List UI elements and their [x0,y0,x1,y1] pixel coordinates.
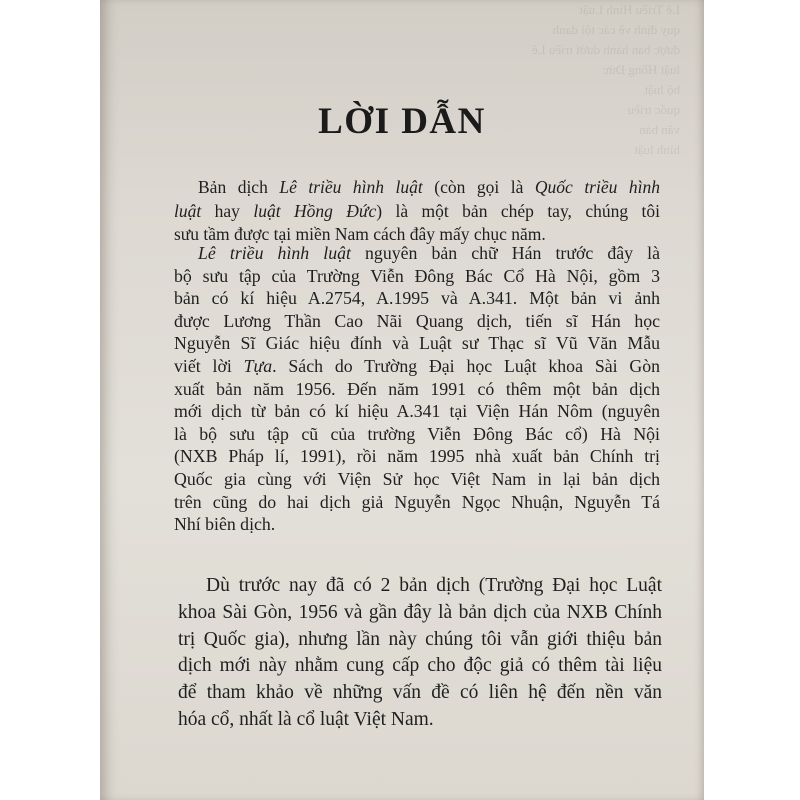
text-line [174,468,660,491]
text-span: hay [201,200,254,221]
text-span: mới dịch từ bản có kí hiệu A.341 tại Viện Hán Nôm (nguyên [174,401,660,422]
bleed-line: quốc triều [627,102,680,117]
text-span: trị Quốc gia), nhưng lần này chúng tôi vẫn giới thiệu bản [178,628,662,650]
text-line [174,265,660,288]
text-line [174,445,660,468]
paragraph-1 [174,176,660,247]
text-span: Dù trước nay đã có 2 bản dịch (Trường Đại học Luật [206,575,662,596]
text-span: trên cũng do hai dịch giả Nguyễn Ngọc Nhuận, Nguyễn Tá [174,491,660,512]
text-line [174,176,660,200]
text-line [174,513,660,536]
text-span: được Lương Thần Cao Nãi Quang dịch, tiến sĩ Hán học [174,310,660,331]
text-line [174,423,660,446]
text-span: khoa Sài Gòn, 1956 và gần đây là bản dịch của NXB Chính [178,601,662,623]
italic-span: Lê triều hình luật [279,177,423,197]
text-span: sưu tầm được tại miền Nam cách đây mấy chục năm. [174,224,546,244]
text-line [178,573,662,600]
text-span: xuất bản năm 1956. Đến năm 1991 có thêm một bản dịch [174,378,660,399]
text-line [174,200,660,224]
bleed-line: bộ luật [644,82,680,97]
text-line [178,680,662,707]
italic-span: luật [174,200,202,221]
text-span: (NXB Pháp lí, 1991), rồi năm 1995 nhà xuất bản Chính trị [174,446,660,467]
bleed-line: được ban hành dưới triều Lê [531,42,680,57]
text-span: Nhí biên dịch. [174,514,276,535]
italic-span: Tựa [243,355,273,376]
bleed-line: luật Hồng Đức [602,62,680,77]
bleed-line: văn bản [639,122,680,137]
text-line [178,627,662,654]
text-line [178,707,662,734]
bleed-line: Lê Triều Hình Luật [579,2,680,17]
text-span: ) là một bản chép tay, chúng tôi [376,200,661,221]
text-span: bộ sưu tập của Trường Viễn Đông Bác Cổ Hà Nội, gồm 3 [174,265,660,286]
text-span: . Sách do Trường Đại học Luật khoa Sài Gòn [272,355,660,376]
text-span: dịch mới này nhằm cung cấp cho độc giả có thêm tài liệu [178,655,662,677]
page-title: LỜI DẪN [318,101,486,142]
text-line [178,653,662,680]
text-span: hóa cổ, nhất là cổ luật Việt Nam. [178,708,434,730]
text-line [174,491,660,514]
text-line [174,310,660,333]
paragraph-3 [178,573,662,734]
text-line [174,332,660,355]
text-line [174,355,660,378]
bleed-line: hình luật [634,142,680,157]
text-span: Nguyễn Sĩ Giác hiệu đính và Luật sư Thạc sĩ Vũ Văn Mẫu [174,333,660,354]
text-line [178,600,662,627]
text-span: viết lời [174,355,244,376]
text-span: để tham khảo về những vấn đề có liên hệ đến nền văn [178,682,662,704]
text-span: Bản dịch [198,177,280,197]
text-span: là bộ sưu tập cũ của trường Viễn Đông Bác cổ) Hà Nội [174,423,660,444]
text-span: Quốc gia cùng với Viện Sử học Việt Nam in lại bản dịch [174,468,660,489]
text-span: nguyên bản chữ Hán trước đây là [350,243,660,263]
italic-span: luật Hồng Đức [253,200,377,221]
text-line [174,400,660,423]
text-span: bản có kí hiệu A.2754, A.1995 và A.341. Một bản vi ảnh [174,288,660,309]
text-line [174,378,660,401]
text-line [174,287,660,310]
text-span: (còn gọi là [422,177,535,197]
bleed-line: quy định về các tội danh [552,22,680,37]
italic-span: Lê triều hình luật [198,243,351,263]
text-line [174,242,660,265]
italic-span: Quốc triều hình [534,177,660,197]
paragraph-2 [174,242,660,536]
